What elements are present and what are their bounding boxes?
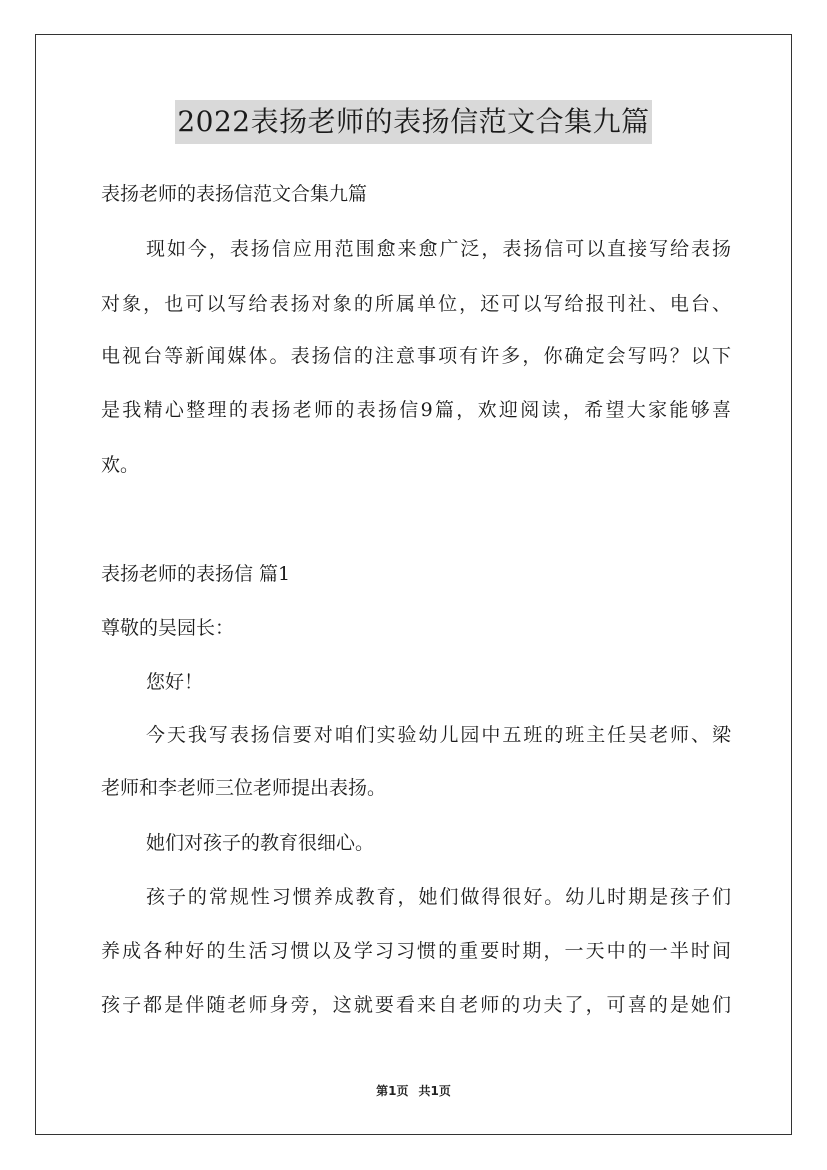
paragraph-line: 电视台等新闻媒体。表扬信的注意事项有许多，你确定会写吗？以下: [101, 345, 731, 367]
page-number-total: 共1页: [418, 1084, 451, 1098]
document-title-text: 2022表扬老师的表扬信范文合集九篇: [175, 100, 651, 144]
paragraph-line: 欢。: [101, 454, 140, 476]
paragraph-line: 现如今，表扬信应用范围愈来愈广泛，表扬信可以直接写给表扬: [146, 238, 731, 260]
paragraph-line: 是我精心整理的表扬老师的表扬信9篇，欢迎阅读，希望大家能够喜: [101, 399, 731, 421]
page-footer: [0, 1083, 827, 1099]
salutation-line: 尊敬的吴园长：: [101, 617, 235, 639]
subtitle-line: 表扬老师的表扬信范文合集九篇: [101, 183, 368, 205]
paragraph-line: 孩子都是伴随老师身旁，这就要看来自老师的功夫了，可喜的是她们: [101, 994, 731, 1016]
paragraph-line: 孩子的常规性习惯养成教育，她们做得很好。幼儿时期是孩子们: [146, 886, 731, 908]
paragraph-line: 对象，也可以写给表扬对象的所属单位，还可以写给报刊社、电台、: [101, 293, 731, 315]
paragraph-line: 老师和李老师三位老师提出表扬。: [101, 777, 387, 799]
document-title: [0, 100, 827, 144]
page-number-current: 第1页: [376, 1084, 409, 1098]
greeting-line: 您好！: [146, 671, 204, 693]
section-heading: 表扬老师的表扬信 篇1: [101, 563, 291, 585]
paragraph-line: 今天我写表扬信要对咱们实验幼儿园中五班的班主任吴老师、梁: [146, 724, 731, 746]
paragraph-line: 养成各种好的生活习惯以及学习习惯的重要时期，一天中的一半时间: [101, 940, 731, 962]
paragraph-line: 她们对孩子的教育很细心。: [146, 832, 375, 854]
